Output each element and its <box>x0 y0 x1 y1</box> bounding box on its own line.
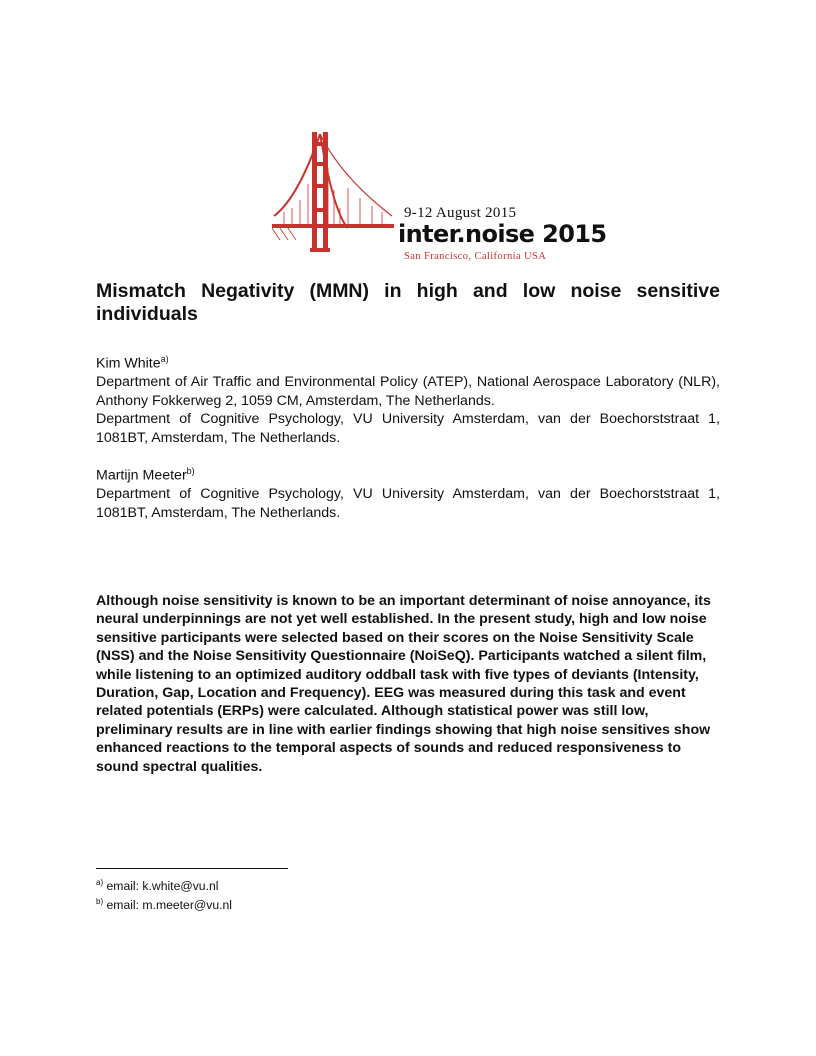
affiliation: Department of Cognitive Psychology, VU University Amsterdam, van der Boechorststraat 1, 1081BT, Amsterdam, The Netherlands. <box>96 486 720 521</box>
conference-logo <box>272 128 607 268</box>
footnote: $^{b)}$ email: m.meeter@vu.nl <box>96 897 232 913</box>
author-marker: a) <box>160 354 169 364</box>
conference-location: San Francisco, California USA <box>404 251 547 262</box>
conference-name: inter.noise 2015 <box>398 220 607 248</box>
conference-date: 9-12 August 2015 <box>404 205 517 221</box>
author-block-1 <box>96 350 720 447</box>
affiliation: Department of Air Traffic and Environmental Policy (ATEP), National Aerospace Laboratory (NLR), Anthony Fokkerweg 2, 1059 CM, Amsterdam, The Netherlands. <box>96 374 720 409</box>
footnote: $^{a)}$ email: k.white@vu.nl <box>96 878 219 894</box>
affiliation: Department of Cognitive Psychology, VU University Amsterdam, van der Boechorststraat 1, 1081BT, Amsterdam, The Netherlands. <box>96 411 720 446</box>
author-block-2 <box>96 462 720 522</box>
footnote-divider <box>96 868 288 869</box>
author-name: Martijn Meeter$^{b)}$ <box>96 466 195 484</box>
author-marker: b) <box>186 466 195 476</box>
footnotes <box>96 875 232 913</box>
author-name: Kim White$^{a)}$ <box>96 354 169 372</box>
paper-title: Mismatch Negativity (MMN) in high and low noise sensitive individuals <box>96 280 720 325</box>
abstract: Although noise sensitivity is known to be an important determinant of noise annoyance, its neural underpinnings are not yet well established. In the present study, high and low noise sensitive participants were selected based on their scores on the Noise Sensitivity Scale (NSS) and the Noise Sensitivity Questionnaire (NoiSeQ). Participants watched a silent film, while listening to an optimized auditory oddball task with five types of deviants (Intensity, Duration, Gap, Location and Frequency). EEG was measured during this task and event related potentials (ERPs) were calculated. Although statistical power was still low, preliminary results are in line with earlier findings showing that high noise sensitives show enhanced reactions to the temporal aspects of sounds and reduced responsiveness to sound spectral qualities. <box>96 593 711 775</box>
